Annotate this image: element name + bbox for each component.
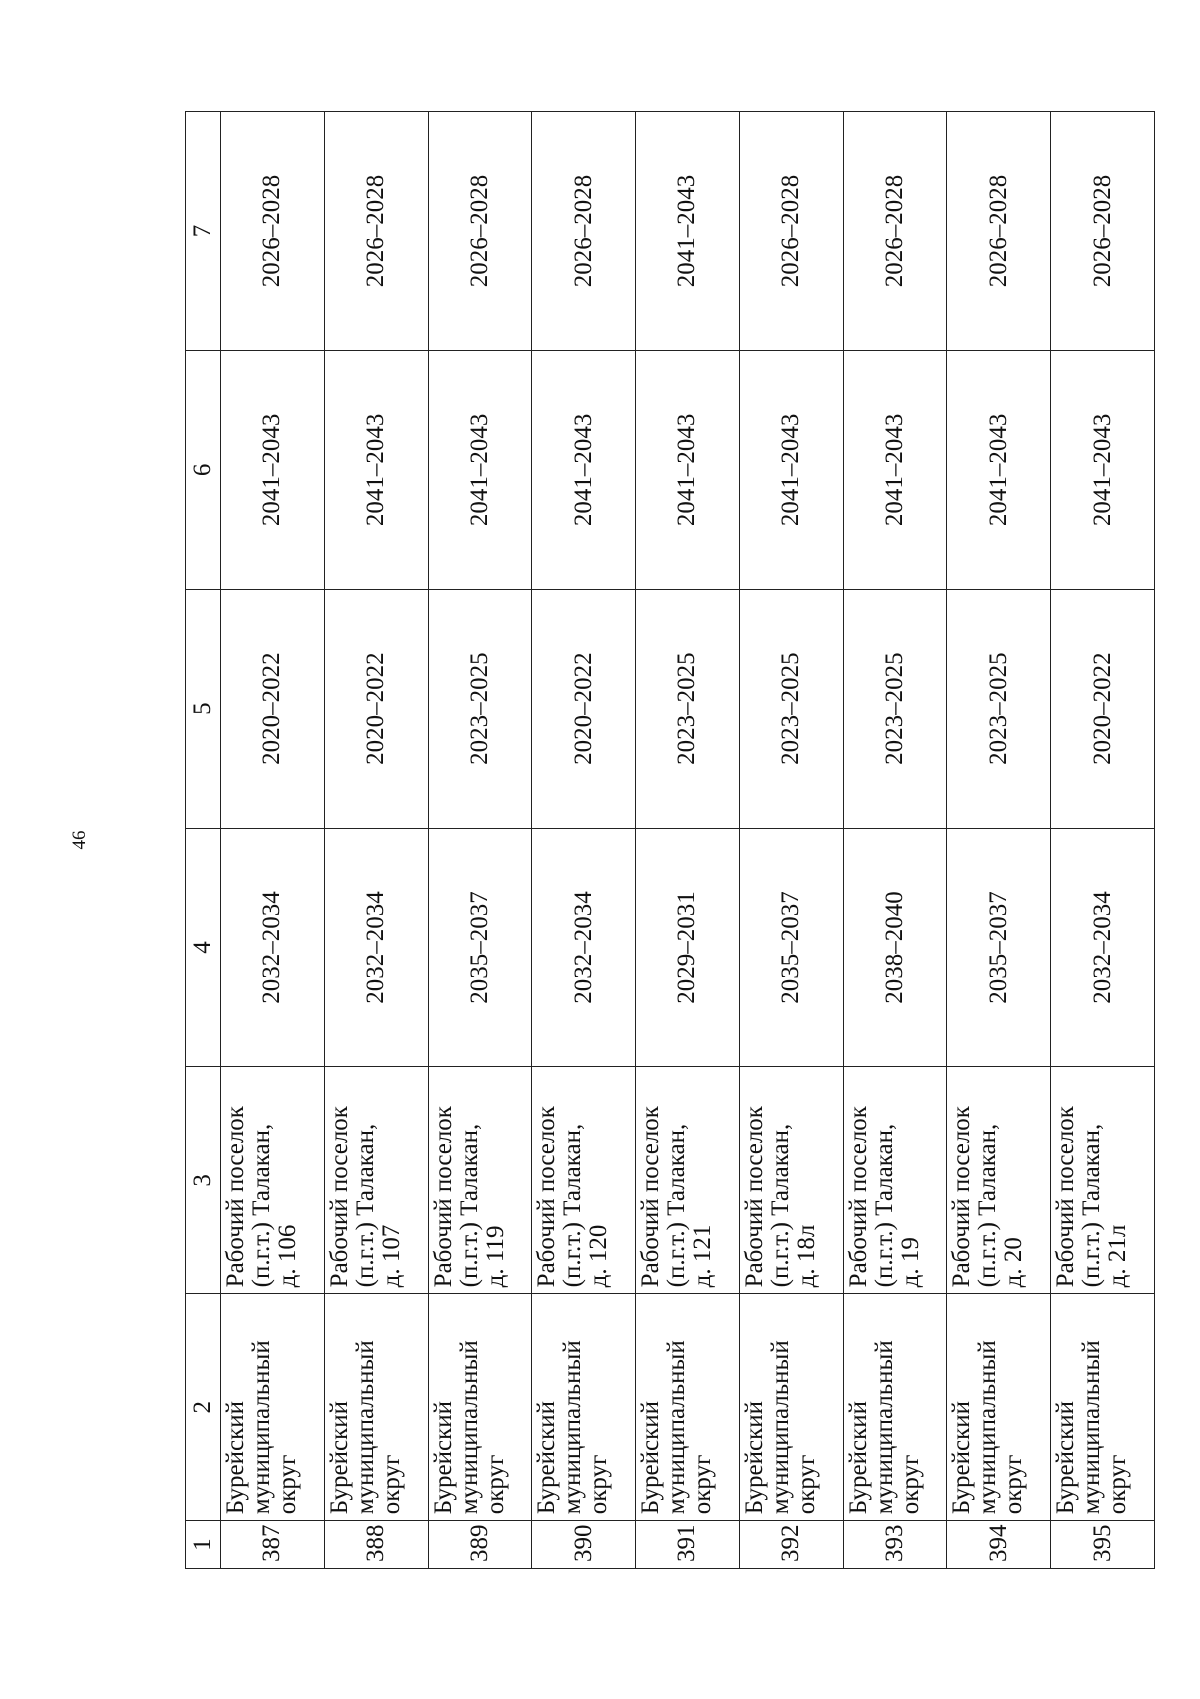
- period-col4: 2035–2037: [739, 828, 843, 1067]
- address-line: Рабочий поселок: [429, 1106, 457, 1288]
- district-cell: [324, 1294, 428, 1521]
- table-row: [739, 112, 843, 1569]
- row-number: 387: [221, 1521, 325, 1569]
- header-cell: 2: [186, 1294, 221, 1521]
- period-col5: 2023–2025: [843, 589, 947, 828]
- district-line: муниципальный: [766, 1340, 794, 1515]
- district-cell: [739, 1294, 843, 1521]
- period-col4: 2032–2034: [221, 828, 325, 1067]
- district-line: Бурейский: [844, 1401, 872, 1515]
- address-line: д. 119: [481, 1225, 509, 1288]
- row-number: 389: [428, 1521, 532, 1569]
- period-col5: 2023–2025: [636, 589, 740, 828]
- period-col7: 2026–2028: [532, 112, 636, 351]
- address-line: Рабочий поселок: [948, 1106, 976, 1288]
- row-number: 390: [532, 1521, 636, 1569]
- address-cell: [221, 1067, 325, 1294]
- header-row: [186, 112, 221, 1569]
- period-col4: 2035–2037: [428, 828, 532, 1067]
- period-col5: 2020–2022: [532, 589, 636, 828]
- row-number: 388: [324, 1521, 428, 1569]
- address-cell: [324, 1067, 428, 1294]
- address-line: Рабочий поселок: [1052, 1106, 1080, 1288]
- address-line: д. 107: [377, 1224, 405, 1288]
- period-col4: 2029–2031: [636, 828, 740, 1067]
- table-row: [221, 112, 325, 1569]
- address-line: Рабочий поселок: [222, 1106, 249, 1288]
- schedule-table: [185, 111, 1155, 1569]
- period-col5: 2023–2025: [739, 589, 843, 828]
- period-col7: 2041–2043: [636, 112, 740, 351]
- district-line: муниципальный: [1078, 1340, 1106, 1515]
- table-row: [532, 112, 636, 1569]
- district-cell: [636, 1294, 740, 1521]
- period-col7: 2026–2028: [843, 112, 947, 351]
- district-cell: [532, 1294, 636, 1521]
- period-col6: 2041–2043: [532, 350, 636, 589]
- address-line: (п.г.т.) Талакан,: [974, 1123, 1002, 1288]
- header-cell: 3: [186, 1067, 221, 1294]
- address-line: Рабочий поселок: [844, 1106, 872, 1288]
- address-line: д. 19: [896, 1237, 924, 1288]
- address-cell: [843, 1067, 947, 1294]
- district-line: округ: [792, 1454, 820, 1515]
- period-col6: 2041–2043: [428, 350, 532, 589]
- district-cell: [843, 1294, 947, 1521]
- district-cell: [947, 1294, 1051, 1521]
- period-col4: 2032–2034: [1051, 828, 1155, 1067]
- address-cell: [636, 1067, 740, 1294]
- address-line: (п.г.т.) Талакан,: [559, 1123, 587, 1288]
- address-line: (п.г.т.) Талакан,: [1078, 1123, 1106, 1288]
- row-number: 394: [947, 1521, 1051, 1569]
- period-col5: 2023–2025: [947, 589, 1051, 828]
- district-line: Бурейский: [637, 1401, 665, 1515]
- header-cell: 6: [186, 350, 221, 589]
- district-cell: [428, 1294, 532, 1521]
- period-col5: 2023–2025: [428, 589, 532, 828]
- address-line: Рабочий поселок: [637, 1106, 665, 1288]
- district-line: муниципальный: [870, 1340, 898, 1515]
- table-row: [428, 112, 532, 1569]
- district-line: округ: [1000, 1454, 1028, 1515]
- rotated-table-container: [185, 111, 1155, 1569]
- address-line: (п.г.т.) Талакан,: [455, 1123, 483, 1288]
- district-line: Бурейский: [948, 1401, 976, 1515]
- period-col5: 2020–2022: [1051, 589, 1155, 828]
- district-cell: [221, 1294, 325, 1521]
- period-col7: 2026–2028: [1051, 112, 1155, 351]
- header-cell: 7: [186, 112, 221, 351]
- period-col6: 2041–2043: [221, 350, 325, 589]
- period-col7: 2026–2028: [739, 112, 843, 351]
- district-line: Бурейский: [222, 1401, 249, 1515]
- header-cell: 4: [186, 828, 221, 1067]
- row-number: 395: [1051, 1521, 1155, 1569]
- period-col6: 2041–2043: [739, 350, 843, 589]
- address-line: (п.г.т.) Талакан,: [766, 1123, 794, 1288]
- district-line: Бурейский: [429, 1401, 457, 1515]
- address-line: (п.г.т.) Талакан,: [351, 1123, 379, 1288]
- address-cell: [739, 1067, 843, 1294]
- header-cell: 5: [186, 589, 221, 828]
- period-col6: 2041–2043: [636, 350, 740, 589]
- district-line: округ: [585, 1454, 613, 1515]
- district-line: муниципальный: [455, 1340, 483, 1515]
- row-number: 392: [739, 1521, 843, 1569]
- period-col6: 2041–2043: [324, 350, 428, 589]
- address-line: д. 120: [585, 1224, 613, 1288]
- district-line: муниципальный: [559, 1340, 587, 1515]
- table-row: [843, 112, 947, 1569]
- period-col4: 2035–2037: [947, 828, 1051, 1067]
- district-line: округ: [274, 1454, 301, 1515]
- address-line: Рабочий поселок: [740, 1106, 768, 1288]
- row-number: 391: [636, 1521, 740, 1569]
- district-line: муниципальный: [351, 1340, 379, 1515]
- table-row: [947, 112, 1051, 1569]
- period-col7: 2026–2028: [947, 112, 1051, 351]
- period-col7: 2026–2028: [324, 112, 428, 351]
- period-col7: 2026–2028: [221, 112, 325, 351]
- district-line: Бурейский: [533, 1401, 561, 1515]
- district-line: округ: [481, 1454, 509, 1515]
- address-line: д. 121: [689, 1224, 717, 1288]
- period-col5: 2020–2022: [324, 589, 428, 828]
- page-number: 46: [69, 830, 90, 850]
- district-line: Бурейский: [325, 1401, 353, 1515]
- period-col7: 2026–2028: [428, 112, 532, 351]
- address-line: д. 21л: [1104, 1224, 1132, 1288]
- address-line: Рабочий поселок: [325, 1106, 353, 1288]
- period-col6: 2041–2043: [947, 350, 1051, 589]
- table-row: [636, 112, 740, 1569]
- header-cell: 1: [186, 1521, 221, 1569]
- address-line: д. 20: [1000, 1237, 1028, 1288]
- address-line: Рабочий поселок: [533, 1106, 561, 1288]
- district-cell: [1051, 1294, 1155, 1521]
- address-line: д. 106: [274, 1224, 301, 1288]
- address-cell: [1051, 1067, 1155, 1294]
- address-line: д. 18л: [792, 1224, 820, 1288]
- address-line: (п.г.т.) Талакан,: [870, 1123, 898, 1288]
- district-line: округ: [377, 1454, 405, 1515]
- period-col5: 2020–2022: [221, 589, 325, 828]
- district-line: округ: [1104, 1454, 1132, 1515]
- period-col4: 2032–2034: [532, 828, 636, 1067]
- district-line: муниципальный: [248, 1340, 275, 1515]
- district-line: Бурейский: [1052, 1401, 1080, 1515]
- address-cell: [428, 1067, 532, 1294]
- address-line: (п.г.т.) Талакан,: [663, 1123, 691, 1288]
- district-line: муниципальный: [974, 1340, 1002, 1515]
- district-line: округ: [896, 1454, 924, 1515]
- period-col4: 2032–2034: [324, 828, 428, 1067]
- row-number: 393: [843, 1521, 947, 1569]
- address-line: (п.г.т.) Талакан,: [248, 1123, 275, 1288]
- table-body: [221, 112, 1155, 1569]
- table-row: [1051, 112, 1155, 1569]
- table-row: [324, 112, 428, 1569]
- period-col6: 2041–2043: [843, 350, 947, 589]
- district-line: округ: [689, 1454, 717, 1515]
- period-col4: 2038–2040: [843, 828, 947, 1067]
- district-line: муниципальный: [663, 1340, 691, 1515]
- address-cell: [532, 1067, 636, 1294]
- district-line: Бурейский: [740, 1401, 768, 1515]
- period-col6: 2041–2043: [1051, 350, 1155, 589]
- address-cell: [947, 1067, 1051, 1294]
